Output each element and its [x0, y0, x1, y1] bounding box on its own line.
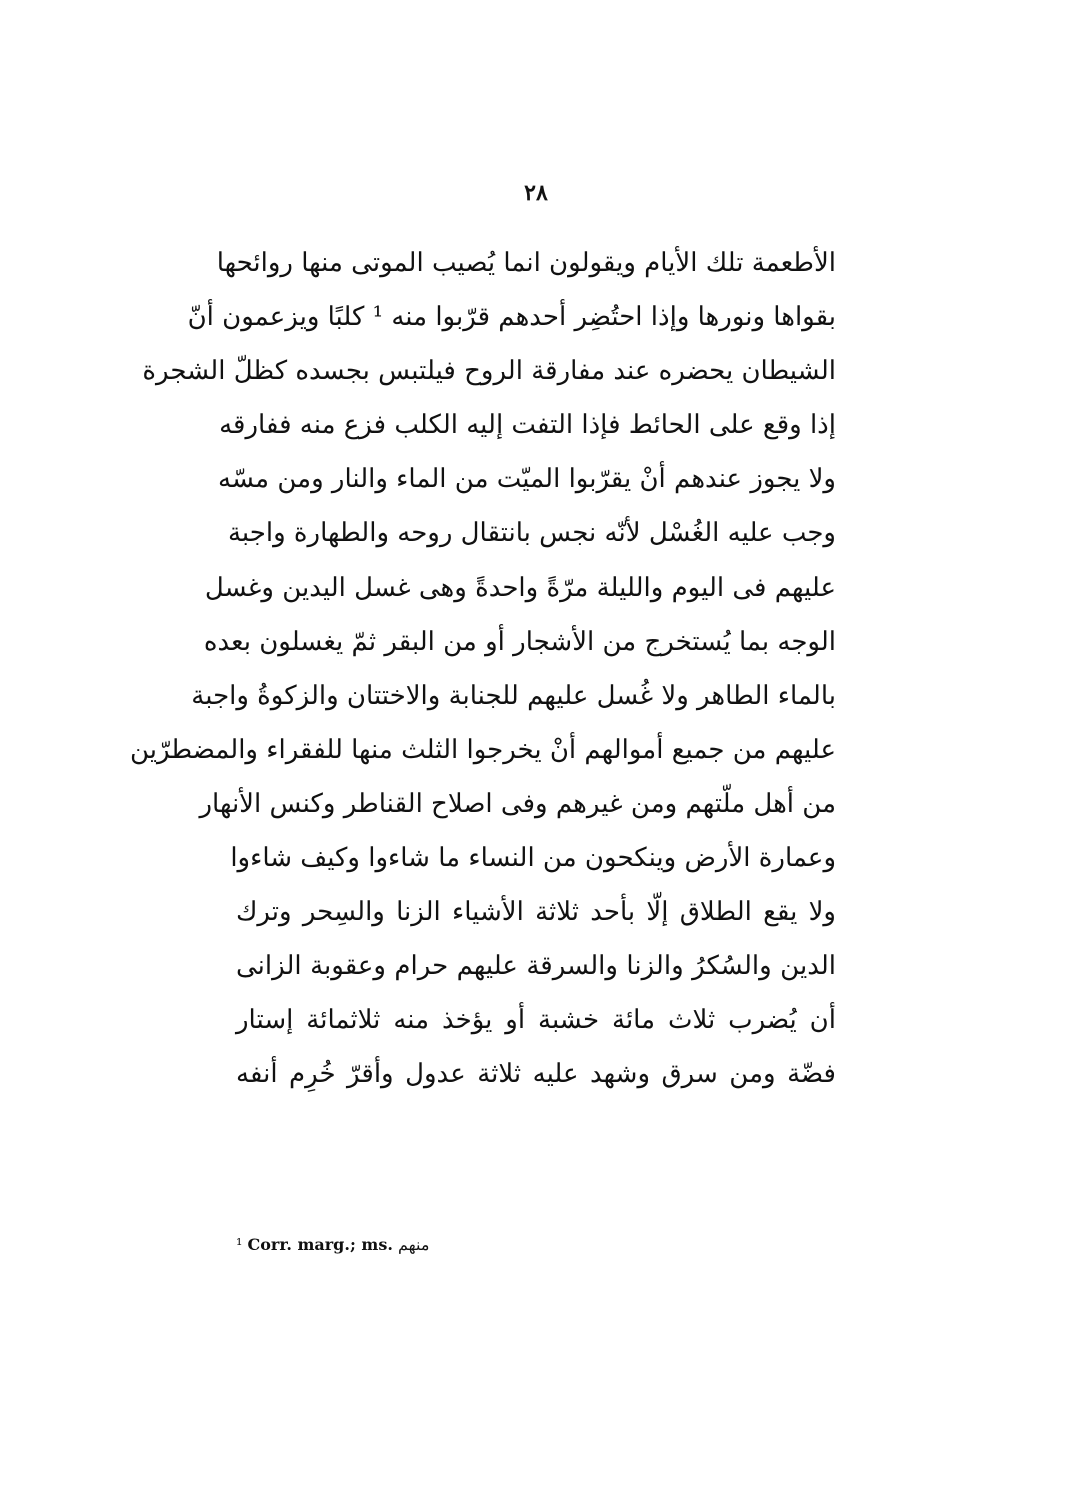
text-line: وعمارة الأرض وينكحون من النساء ما شاءوا وكيف شاءوا [230, 843, 836, 874]
text-line: وجب عليه الغُسْل لأنّه نجس بانتقال روحه والطهارة واجبة [227, 518, 836, 549]
text-line: الأطعمة تلك الأيام ويقولون انما يُصيب الموتى منها روائحها [216, 248, 836, 278]
text-line: عليهم من جميع أموالهم أنْ يخرجوا الثلث منها للفقراء والمضطرّين [130, 734, 836, 765]
text-line: بالماء الطاهر ولا غُسل عليهم للجنابة والاختتان والزكوةُ واجبة [191, 680, 836, 711]
text-line: الدين والسُكرُ والزنا والسرقة عليهم حرام وعقوبة الزانى [236, 951, 836, 982]
footnote-text: Corr. marg.; ms. [247, 1235, 393, 1254]
text-line: من أهل ملّتهم ومن غيرهم وفى اصلاح القناطر وكنس الأنهار [199, 788, 836, 819]
footnote-arabic-word: منهم [398, 1235, 430, 1254]
text-line: ولا يقع الطلاق إلّا بأحد ثلاثة الأشياء الزنا والسِحر وترك [236, 897, 836, 928]
text-line: الوجه بما يُستخرج من الأشجار أو من البقر ثمّ يغسلون بعده [203, 626, 836, 657]
footnote [236, 1235, 536, 1254]
text-line: إذا وقع على الحائط فإذا التفت إليه الكلب فزع منه ففارقه [219, 410, 836, 441]
text-line: بقواها ونورها وإذا احتُضِر أحدهم قرّبوا منه ¹ كلبًا ويزعمون أنّ [187, 302, 836, 333]
text-line: فضّة ومن سرق وشهد عليه ثلاثة عدول وأقرّ خُرِم أنفه [236, 1059, 836, 1090]
footnote-marker: ¹ [236, 1235, 243, 1254]
page-number: ٢٨ [524, 180, 548, 206]
body-text [130, 236, 836, 1102]
text-line: ولا يجوز عندهم أنْ يقرّبوا الميّت من الماء والنار ومن مسّه [218, 464, 836, 495]
text-line: عليهم فى اليوم والليلة مرّةً واحدةً وهى غسل اليدين وغسل [204, 572, 836, 603]
text-line: أن يُضرب ثلاث مائة خشبة أو يؤخذ منه ثلاثمائة إستار [236, 1005, 836, 1036]
text-line: الشيطان يحضره عند مفارقة الروح فيلتبس بجسده كظلّ الشجرة [142, 356, 836, 387]
